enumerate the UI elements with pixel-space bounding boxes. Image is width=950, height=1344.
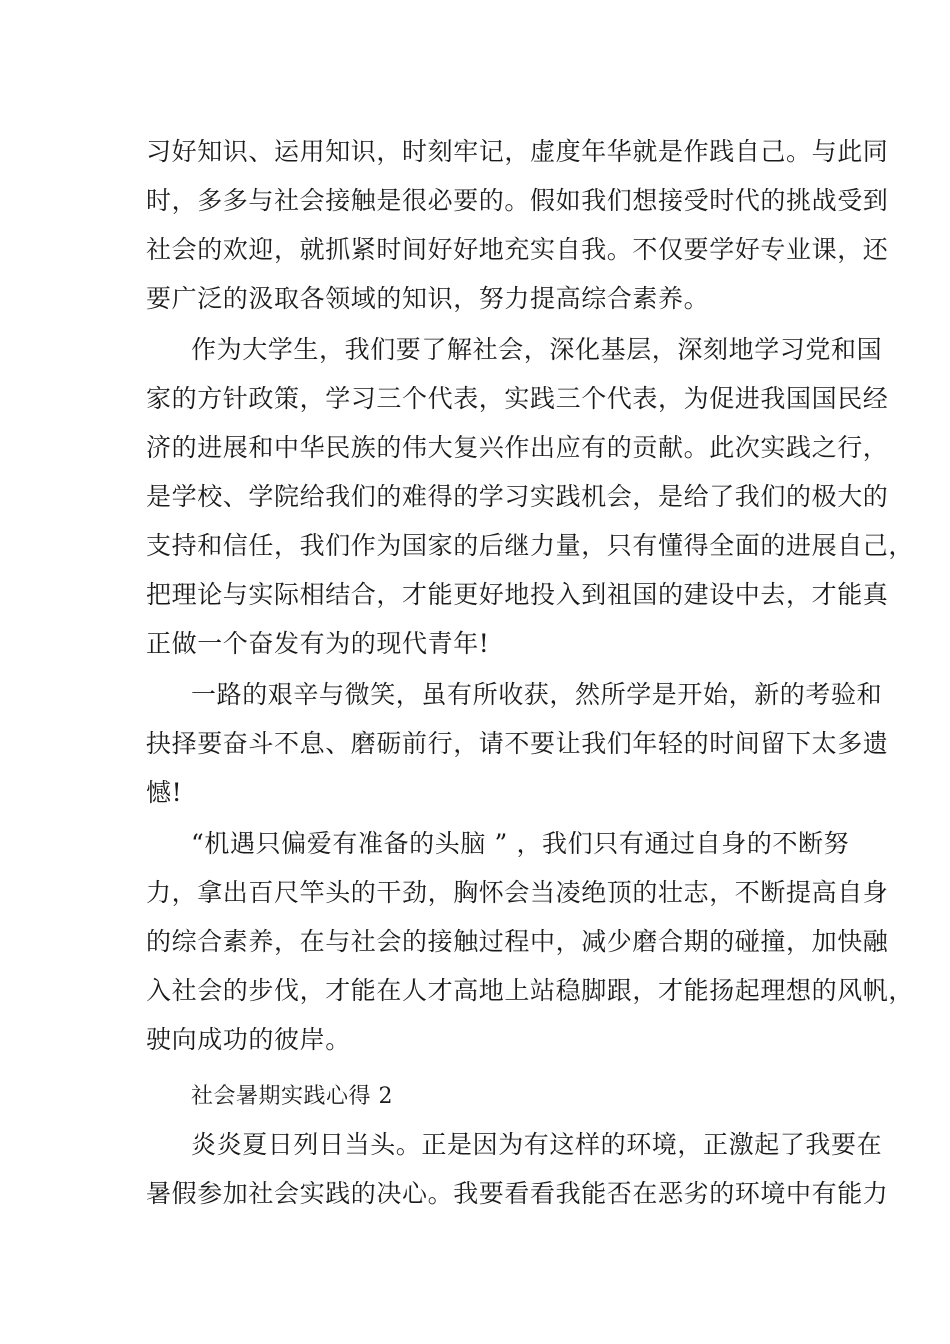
paragraph-line: 的综合素养，在与社会的接触过程中，减少磨合期的碰撞，加快融 xyxy=(146,927,889,956)
paragraph-line: 一路的艰辛与微笑，虽有所收获，然所学是开始，新的考验和 xyxy=(191,680,883,709)
paragraph-line: 时，多多与社会接触是很必要的。假如我们想接受时代的挑战受到 xyxy=(146,186,889,215)
paragraph-line: 暑假参加社会实践的决心。我要看看我能否在恶劣的环境中有能力 xyxy=(146,1179,889,1208)
section-heading: 社会暑期实践心得 2 xyxy=(191,1084,393,1109)
paragraph-line: 习好知识、运用知识，时刻牢记，虚度年华就是作践自己。与此同 xyxy=(146,137,889,166)
paragraph-line: 社会的欢迎，就抓紧时间好好地充实自我。不仅要学好专业课，还 xyxy=(146,235,889,264)
paragraph-line: 济的进展和中华民族的伟大复兴作出应有的贡献。此次实践之行， xyxy=(146,433,889,462)
paragraph-line: 入社会的步伐，才能在人才高地上站稳脚跟，才能扬起理想的风帆， xyxy=(146,976,915,1005)
paragraph-line: 力，拿出百尺竿头的干劲，胸怀会当凌绝顶的壮志，不断提高自身 xyxy=(146,878,889,907)
paragraph-line: 是学校、学院给我们的难得的学习实践机会，是给了我们的极大的 xyxy=(146,482,889,511)
paragraph-line: 把理论与实际相结合，才能更好地投入到祖国的建设中去，才能真 xyxy=(146,580,889,609)
paragraph-line: 炎炎夏日列日当头。正是因为有这样的环境，正激起了我要在 xyxy=(191,1130,883,1159)
paragraph-line: “机遇只偏爱有准备的头脑 ” ，我们只有通过自身的不断努 xyxy=(191,829,850,858)
paragraph-line: 憾! xyxy=(146,778,183,807)
paragraph-line: 支持和信任，我们作为国家的后继力量，只有懂得全面的进展自己， xyxy=(146,531,915,560)
paragraph-line: 要广泛的汲取各领域的知识，努力提高综合素养。 xyxy=(146,284,710,313)
paragraph-line: 抉择要奋斗不息、磨砺前行，请不要让我们年轻的时间留下太多遗 xyxy=(146,729,889,758)
paragraph-line: 家的方针政策，学习三个代表，实践三个代表，为促进我国国民经 xyxy=(146,384,889,413)
paragraph-line: 驶向成功的彼岸。 xyxy=(146,1025,351,1054)
paragraph-line: 作为大学生，我们要了解社会，深化基层，深刻地学习党和国 xyxy=(191,335,883,364)
paragraph-line: 正做一个奋发有为的现代青年! xyxy=(146,629,490,658)
